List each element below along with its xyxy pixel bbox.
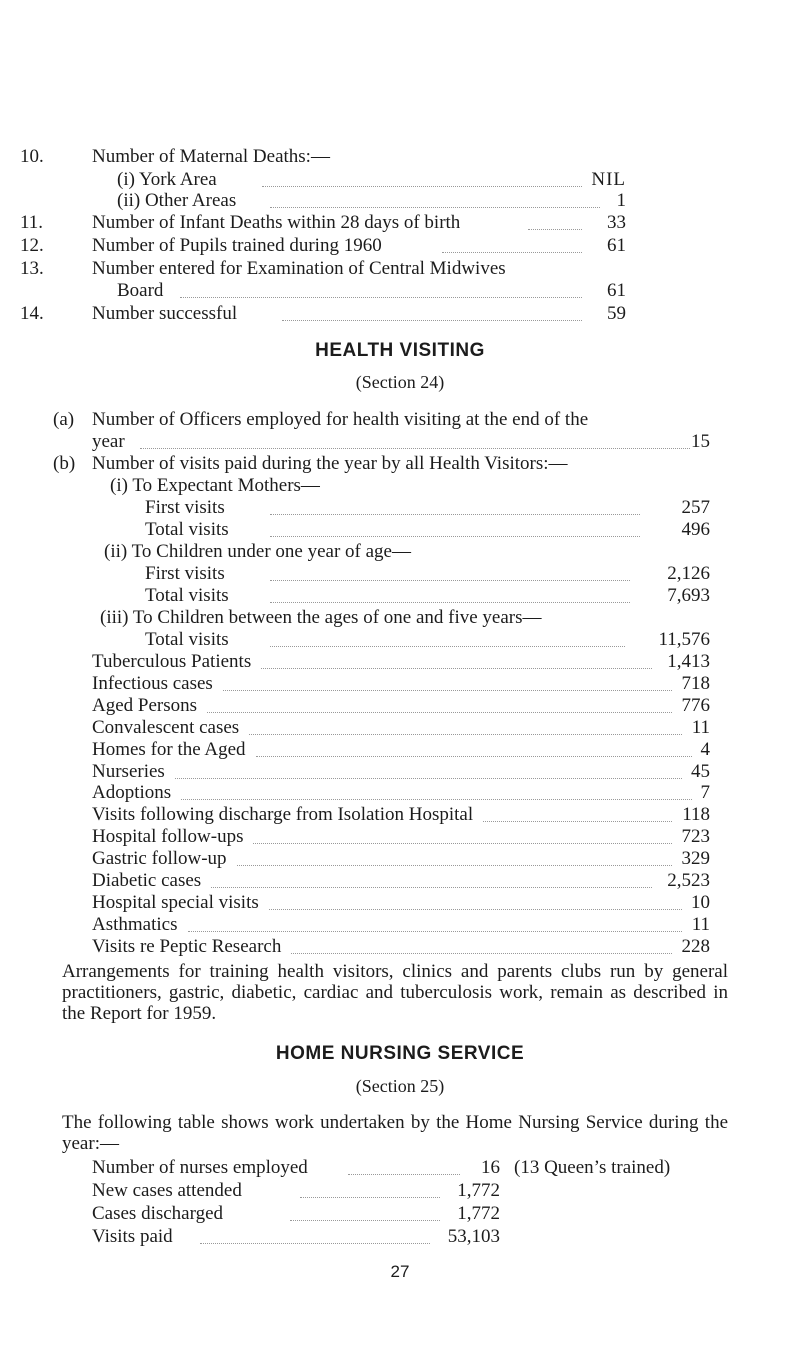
item-value: 33 [607, 212, 626, 233]
table-row [0, 1180, 800, 1202]
page-number: 27 [390, 1262, 410, 1281]
row-label: Cases discharged [92, 1203, 224, 1224]
item-label: Number of Infant Deaths within 28 days of birth [92, 212, 461, 233]
item-value: 329 [681, 848, 710, 870]
leader-dots [249, 733, 682, 735]
item-label: First visits [145, 497, 225, 518]
item-label: First visits [145, 563, 225, 584]
home-nursing-section-ref: (Section 25) [355, 1076, 445, 1096]
item-b-i-first [0, 497, 800, 519]
item-label: (ii) Other Areas [117, 190, 237, 211]
item-value: 11 [691, 913, 710, 935]
home-nursing-intro: The following table shows work undertaken by the Home Nursing Service during the year:— [62, 1112, 728, 1154]
item-b-iii-total [0, 629, 800, 651]
item-label: Gastric follow-up [92, 848, 227, 870]
list-item [0, 804, 800, 826]
item-b-i [0, 475, 800, 497]
item-b-ii [0, 541, 800, 563]
item-value: 1 [616, 190, 626, 211]
leader-dots [528, 228, 582, 230]
row-value: 1,772 [457, 1180, 500, 1201]
list-item [0, 936, 800, 958]
leader-dots [262, 185, 582, 187]
item-label: Number of Maternal Deaths:— [92, 146, 330, 167]
item-value: 11,576 [658, 629, 710, 650]
item-value: 723 [681, 826, 710, 848]
item-value: 257 [681, 497, 710, 518]
item-value: 718 [681, 672, 710, 694]
item-label: Number of Officers employed for health visiting at the end of the [92, 409, 589, 430]
item-value: 228 [681, 935, 710, 957]
item-value: 7,693 [667, 585, 710, 606]
item-number: 13. [20, 258, 44, 279]
item-label: Hospital special visits [92, 891, 259, 913]
list-item [0, 651, 800, 673]
item-value: 496 [681, 519, 710, 540]
leader-dots [270, 645, 625, 647]
list-item [0, 761, 800, 783]
list-item [0, 826, 800, 848]
leader-dots [270, 513, 640, 515]
leader-dots [180, 296, 582, 298]
item-b-i-total [0, 519, 800, 541]
list-item [0, 870, 800, 892]
leader-dots [223, 689, 672, 691]
leader-dots [270, 579, 630, 581]
leader-dots [270, 601, 630, 603]
leader-dots [207, 711, 672, 713]
item-value: 4 [700, 738, 710, 760]
item-label: Homes for the Aged [92, 738, 246, 760]
item-value: 61 [607, 280, 626, 301]
item-11 [0, 212, 800, 234]
leader-dots [237, 864, 672, 866]
item-value: 59 [607, 303, 626, 324]
item-label: Asthmatics [92, 913, 178, 935]
item-b-ii-first [0, 563, 800, 585]
leader-dots [290, 1219, 440, 1221]
item-label: Hospital follow-ups [92, 826, 244, 848]
item-number: 11. [20, 212, 44, 233]
leader-dots [181, 798, 692, 800]
item-a-cont [0, 431, 800, 453]
item-number: 12. [20, 235, 44, 256]
item-label: Aged Persons [92, 694, 198, 716]
leader-dots [442, 251, 582, 253]
item-value: 10 [691, 891, 710, 913]
item-label: Visits following discharge from Isolation Hospital [92, 804, 474, 826]
table-row [0, 1157, 800, 1179]
item-b [0, 453, 800, 475]
item-number: (b) [53, 453, 76, 474]
item-value: 15 [691, 431, 710, 452]
item-label: Number successful [92, 303, 238, 324]
item-12 [0, 235, 800, 257]
item-label: Number of Pupils trained during 1960 [92, 235, 382, 256]
row-label: Visits paid [92, 1226, 173, 1247]
leader-dots [253, 842, 672, 844]
leader-dots [188, 930, 682, 932]
item-label: (iii) To Children between the ages of one and five years— [100, 607, 542, 628]
row-value: 1,772 [457, 1203, 500, 1224]
leader-dots [291, 952, 672, 954]
item-value: 118 [682, 804, 710, 826]
leader-dots [140, 447, 690, 449]
item-label: (i) To Expectant Mothers— [110, 475, 320, 496]
item-label: Total visits [145, 585, 229, 606]
list-item [0, 695, 800, 717]
row-value: 53,103 [447, 1226, 500, 1247]
health-visiting-section-ref: (Section 24) [355, 372, 445, 392]
leader-dots [200, 1242, 430, 1244]
list-item [0, 673, 800, 695]
list-item [0, 914, 800, 936]
item-value: 1,413 [667, 651, 710, 672]
item-b-ii-total [0, 585, 800, 607]
item-14 [0, 303, 800, 325]
leader-dots [270, 535, 640, 537]
item-value: 2,126 [667, 563, 710, 584]
item-label: Visits re Peptic Research [92, 935, 282, 957]
leader-dots [211, 886, 652, 888]
home-nursing-heading: HOME NURSING SERVICE [275, 1043, 525, 1064]
leader-dots [270, 206, 600, 208]
item-label: (ii) To Children under one year of age— [104, 541, 411, 562]
item-label: year [92, 431, 125, 452]
row-value: 16 [481, 1157, 500, 1178]
health-visiting-heading: HEALTH VISITING [315, 340, 485, 361]
item-value: 776 [681, 694, 710, 716]
item-label: Board [117, 280, 164, 301]
list-item [0, 739, 800, 761]
item-value: 7 [700, 782, 710, 804]
item-number: (a) [53, 409, 75, 430]
item-label: Adoptions [92, 782, 172, 804]
list-item [0, 892, 800, 914]
list-item [0, 717, 800, 739]
item-label: Tuberculous Patients [92, 651, 252, 672]
item-number: 14. [20, 303, 44, 324]
list-item [0, 848, 800, 870]
item-label: Convalescent cases [92, 716, 240, 738]
item-value: 2,523 [667, 870, 710, 891]
item-13-cont [0, 280, 800, 302]
item-13 [0, 258, 800, 280]
list-item [0, 782, 800, 804]
table-row [0, 1203, 800, 1225]
row-note: (13 Queen’s trained) [514, 1157, 671, 1178]
item-label: Diabetic cases [92, 870, 202, 891]
item-10 [0, 146, 800, 168]
item-label: Nurseries [92, 760, 165, 782]
item-value: NIL [591, 169, 626, 190]
item-label: Number entered for Examination of Central Midwives [92, 258, 506, 279]
item-10-ii [0, 190, 800, 212]
training-arrangements-paragraph: Arrangements for training health visitors, clinics and parents clubs run by general practitioners, gastric, diabetic, cardiac and tuberculosis work, remain as described in the Report for 1959. [62, 961, 728, 1024]
leader-dots [261, 667, 652, 669]
item-number: 10. [20, 146, 44, 167]
item-label: Infectious cases [92, 672, 213, 694]
item-label: Total visits [145, 519, 229, 540]
leader-dots [300, 1196, 440, 1198]
item-10-i [0, 169, 800, 191]
row-label: Number of nurses employed [92, 1157, 308, 1178]
item-value: 45 [691, 760, 710, 782]
leader-dots [282, 319, 582, 321]
item-value: 61 [607, 235, 626, 256]
item-value: 11 [691, 716, 710, 738]
item-b-iii [0, 607, 800, 629]
item-label: (i) York Area [117, 169, 217, 190]
item-a [0, 409, 800, 431]
row-label: New cases attended [92, 1180, 242, 1201]
table-row [0, 1226, 800, 1248]
leader-dots [175, 777, 682, 779]
item-label: Number of visits paid during the year by all Health Visitors:— [92, 453, 568, 474]
item-label: Total visits [145, 629, 229, 650]
